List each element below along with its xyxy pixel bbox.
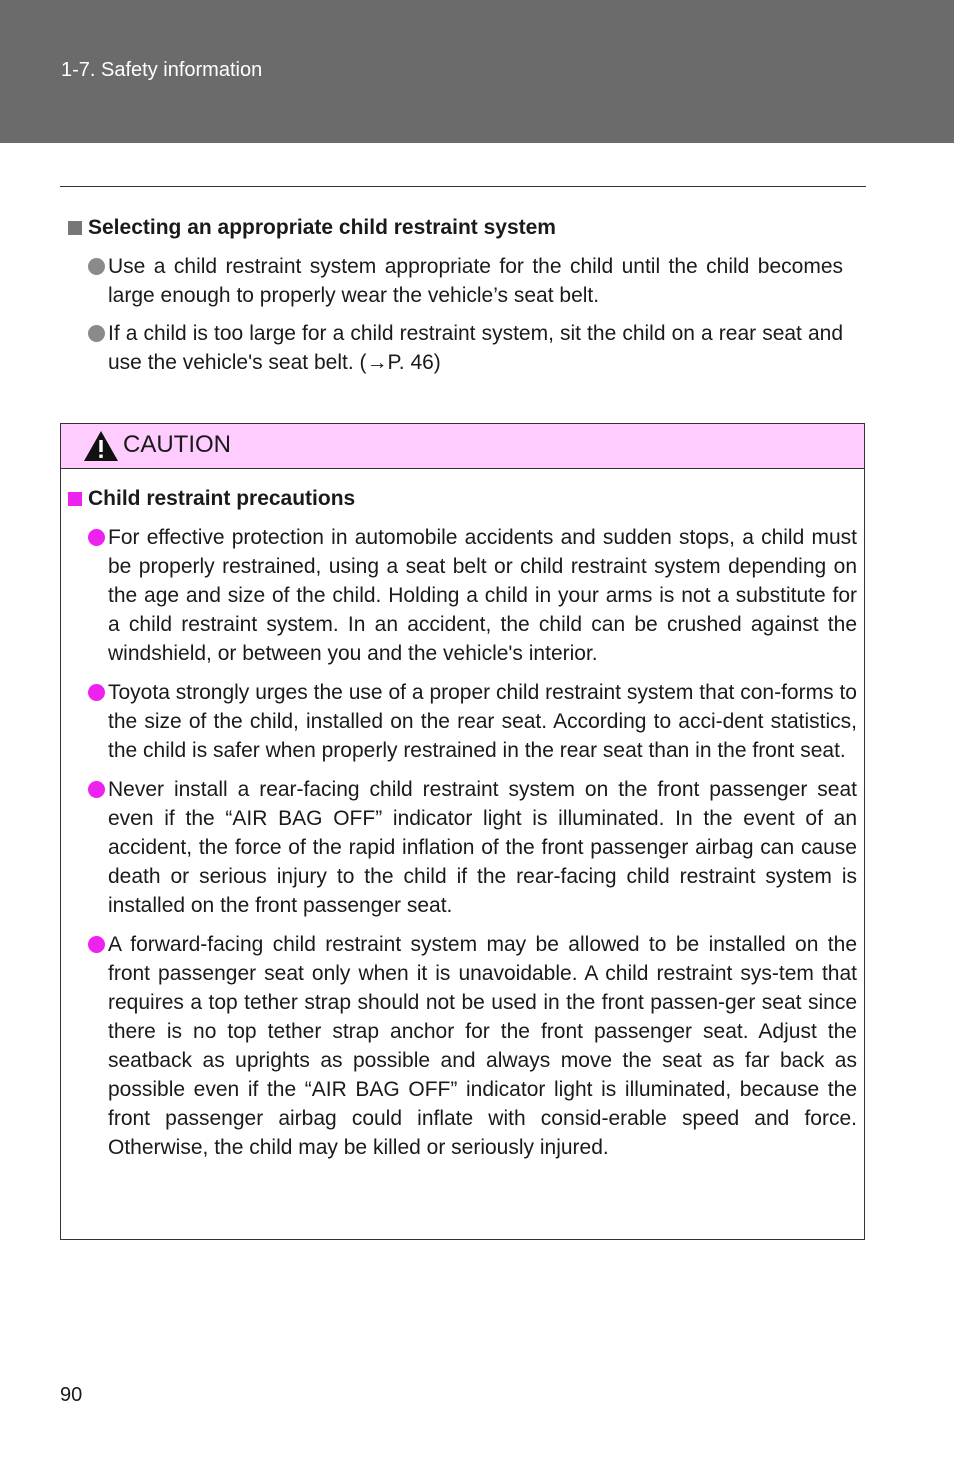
selecting-restraint-section <box>68 213 843 386</box>
circle-bullet-icon <box>88 781 105 798</box>
list-item <box>68 930 857 1162</box>
list-item-text: For effective protection in automobile accidents and sudden stops, a child must be properly restrained, using a seat belt or child restraint system depending on the age and size of the child. Holding a child in your arms is not a substitute for a child restraint system. In an accident, the child can be crushed against the windshield, or between you and the vehicle's interior. <box>108 526 857 665</box>
list-item-text: A forward-facing child restraint system may be allowed to be installed on the front passenger seat only when it is unavoidable. A child restraint sys-tem that requires a top tether strap should not be used in the front passen-ger seat since there is no top tether strap anchor for the front passenger seat. Adjust the seatback as uprights as possible and always move the seat as far back as possible even if the “AIR BAG OFF” indicator light is illuminated, because the front passenger airbag could inflate with consid-erable speed and force. Otherwise, the child may be killed or seriously injured. <box>108 933 857 1159</box>
list-item <box>68 523 857 668</box>
section-heading-text: Selecting an appropriate child restraint system <box>88 216 556 239</box>
circle-bullet-icon <box>88 258 105 275</box>
caution-header <box>61 424 864 469</box>
list-item-text: Toyota strongly urges the use of a proper child restraint system that con-forms to the size of the child, installed on the rear seat. According to acci-dent statistics, the child is safer when properly restrained in the rear seat than in the front seat. <box>108 681 857 762</box>
circle-bullet-icon <box>88 529 105 546</box>
list-item <box>68 319 843 377</box>
caution-heading-text: Child restraint precautions <box>88 487 356 510</box>
section-title: 1-7. Safety information <box>61 59 263 81</box>
list-item <box>68 678 857 765</box>
caution-body <box>68 484 857 1172</box>
section-heading <box>68 213 843 242</box>
list-item-text: Never install a rear-facing child restraint system on the front passenger seat even if the “AIR BAG OFF” indicator light is illuminated. In the event of an accident, the force of the rapid inflation of the front passenger airbag can cause death or serious injury to the child if the rear-facing child restraint system is installed on the front passenger seat. <box>108 778 857 917</box>
warning-triangle-icon <box>83 430 119 462</box>
list-item-text: Use a child restraint system appropriate for the child until the child becomes large enough to properly wear the vehicle’s seat belt. <box>108 255 843 307</box>
list-item <box>68 252 843 310</box>
caution-box <box>60 423 865 1240</box>
caution-label: CAUTION <box>123 431 231 458</box>
list-item-text: If a child is too large for a child restraint system, sit the child on a rear seat and use the vehicle's seat belt. (→P. 46) <box>108 322 843 374</box>
circle-bullet-icon <box>88 325 105 342</box>
circle-bullet-icon <box>88 684 105 701</box>
square-bullet-icon <box>68 492 82 506</box>
divider-rule <box>60 186 866 187</box>
square-bullet-icon <box>68 221 82 235</box>
circle-bullet-icon <box>88 936 105 953</box>
caution-heading <box>68 484 857 513</box>
page-number: 90 <box>60 1384 83 1406</box>
page-header <box>0 0 954 143</box>
list-item <box>68 775 857 920</box>
